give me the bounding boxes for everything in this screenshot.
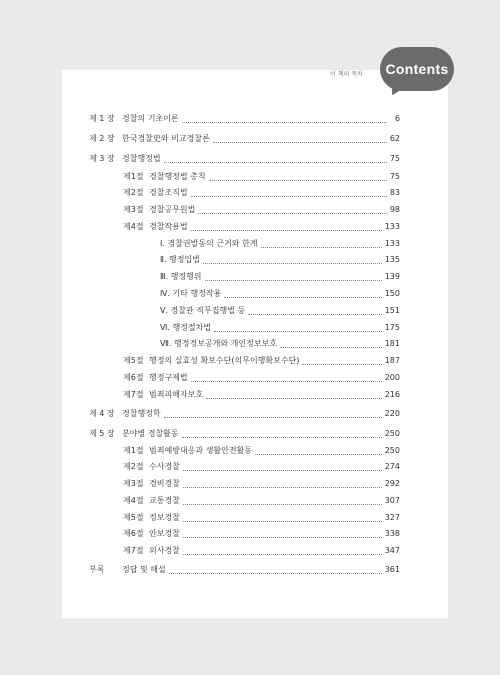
dot-leader [248,314,382,315]
toc-entry [123,355,400,367]
toc-entry-number: 제2절 [123,462,144,471]
dot-leader [191,230,382,231]
dot-leader [209,180,387,181]
toc-entry-number: 제5절 [123,356,144,365]
toc-entry [89,153,400,165]
toc-entry-number: 제6절 [123,373,144,382]
toc-entry-title: Ⅲ. 행정행위 [160,272,202,281]
toc-entry-title: 범죄예방대응과 생활안전활동 [149,446,253,455]
toc-entry-title: 한국경찰史와 비교경찰론 [122,134,210,143]
toc-entry-number: 제 2 장 [89,134,115,143]
toc-entry-title: 행정의 실효성 확보수단(의무이행확보수단) [149,356,300,365]
toc-entry-page: 133 [384,222,400,231]
toc-entry [89,133,400,145]
toc-entry [123,512,400,524]
toc-entry-page: 327 [384,513,400,522]
toc-entry-number: 제3절 [123,205,144,214]
toc-entry-title: 경찰공무원법 [149,205,196,214]
toc-entry-title: 범죄피해자보호 [149,390,204,399]
toc-entry-number: 제4절 [123,222,144,231]
dot-leader [224,297,381,298]
dot-leader [182,437,382,438]
toc-entry [160,238,400,250]
toc-entry-page: 83 [389,188,400,197]
toc-entry [123,204,400,216]
dot-leader [164,417,382,418]
dot-leader [191,381,382,382]
toc-entry-page: 151 [384,306,400,315]
toc-entry-page: 175 [384,323,400,332]
toc-entry-page: 216 [384,390,400,399]
dot-leader [203,263,382,264]
toc-entry-title: 안보경찰 [149,529,180,538]
toc-entry-page: 75 [389,172,400,181]
toc-entry-number: 제 5 장 [89,429,115,438]
toc-entry [123,445,400,457]
dot-leader [183,504,382,505]
toc-entry-title: Ⅰ. 경찰권발동의 근거와 한계 [160,239,258,248]
dot-leader [206,398,382,399]
toc-entry-page: 338 [384,529,400,538]
toc-entry-page: 133 [384,239,400,248]
toc-entry-page: 139 [384,272,400,281]
toc-entry-page: 250 [384,429,400,438]
toc-entry-title: 교통경찰 [149,496,180,505]
toc-entry-page: 135 [384,255,400,264]
toc-entry-number: 제 1 장 [89,114,115,123]
toc-entry-title: Ⅵ. 행정절차법 [160,323,212,332]
toc-entry-page: 98 [389,205,400,214]
toc-entry-number: 제1절 [123,446,144,455]
toc-entry [160,271,400,283]
toc-entry [123,187,400,199]
toc-entry [123,495,400,507]
toc-entry [160,338,400,350]
toc-entry-title: 수사경찰 [149,462,180,471]
dot-leader [280,347,382,348]
toc-entry-page: 274 [384,462,400,471]
toc-entry [160,305,400,317]
toc-entry-title: Ⅳ. 기타 행정작용 [160,289,222,298]
toc-entry-title: 경찰작용법 [149,222,188,231]
dot-leader [255,454,382,455]
toc-entry-number: 제7절 [123,546,144,555]
dot-leader [182,122,387,123]
toc-entry-number: 제4절 [123,496,144,505]
dot-leader [213,142,387,143]
dot-leader [214,331,382,332]
toc-entry-title: 경찰조직법 [149,188,188,197]
toc-entry-number: 제2절 [123,188,144,197]
toc-entry [123,461,400,473]
toc-entry-number: 제3절 [123,479,144,488]
toc-entry-page: 347 [384,546,400,555]
toc-entry-page: 187 [384,356,400,365]
toc-entry-number: 제5절 [123,513,144,522]
dot-leader [261,247,382,248]
toc-entry-title: 정보경찰 [149,513,180,522]
toc-entry [123,545,400,557]
toc-entry-title: 경비경찰 [149,479,180,488]
toc-entry-number: 제1절 [123,172,144,181]
toc-entry [123,478,400,490]
toc-entry-title: 경찰행정법 [122,154,161,163]
toc-entry [160,254,400,266]
toc-entry [89,408,400,420]
dot-leader [183,537,382,538]
toc-entry-number: 제7절 [123,390,144,399]
toc-entry [123,389,400,401]
toc-entry [123,171,400,183]
toc-entry-page: 292 [384,479,400,488]
dot-leader [191,196,387,197]
toc-entry-page: 220 [384,409,400,418]
toc-entry-title: Ⅴ. 경찰관 직무집행법 등 [160,306,246,315]
toc-entry-number: 제6절 [123,529,144,538]
contents-badge: Contents [380,47,454,91]
dot-leader [183,487,382,488]
toc-entry-number: 부록 [89,565,105,574]
toc-entry-title: Ⅶ. 행정정보공개와 개인정보보호 [160,339,278,348]
toc-entry-page: 181 [384,339,400,348]
dot-leader [164,162,387,163]
toc-entry-title: 경찰행정학 [122,409,161,418]
toc-entry-title: 경찰행정법 총칙 [149,172,206,181]
dot-leader [205,280,382,281]
toc-entry-page: 200 [384,373,400,382]
toc-entry-title: 분야별 경찰활동 [122,429,179,438]
dot-leader [169,573,382,574]
toc-entry [160,288,400,300]
toc-entry [123,221,400,233]
toc-entry-page: 250 [384,446,400,455]
toc-entry [89,564,400,576]
dot-leader [183,521,382,522]
toc-entry [89,428,400,440]
toc-entry-page: 75 [389,154,400,163]
toc-entry-page: 62 [389,134,400,143]
toc-entry-number: 제 4 장 [89,409,115,418]
toc-entry-page: 307 [384,496,400,505]
dot-leader [183,554,382,555]
book-toc-label: 이 책의 목차 [330,71,363,78]
toc-entry [160,322,400,334]
toc-entry-title: 경찰의 기초이론 [122,114,179,123]
toc-entry-page: 6 [394,114,400,123]
toc-entry-page: 361 [384,565,400,574]
toc-entry-title: 행정구제법 [149,373,188,382]
toc-entry [89,113,400,125]
toc-entry-title: 정답 및 해설 [122,565,166,574]
dot-leader [183,470,382,471]
toc-entry-number: 제 3 장 [89,154,115,163]
toc-entry [123,372,400,384]
toc-entry-page: 150 [384,289,400,298]
toc-entry-title: Ⅱ. 행정입법 [160,255,200,264]
dot-leader [302,364,381,365]
toc-entry-title: 외사경찰 [149,546,180,555]
dot-leader [198,213,386,214]
toc-entry [123,528,400,540]
